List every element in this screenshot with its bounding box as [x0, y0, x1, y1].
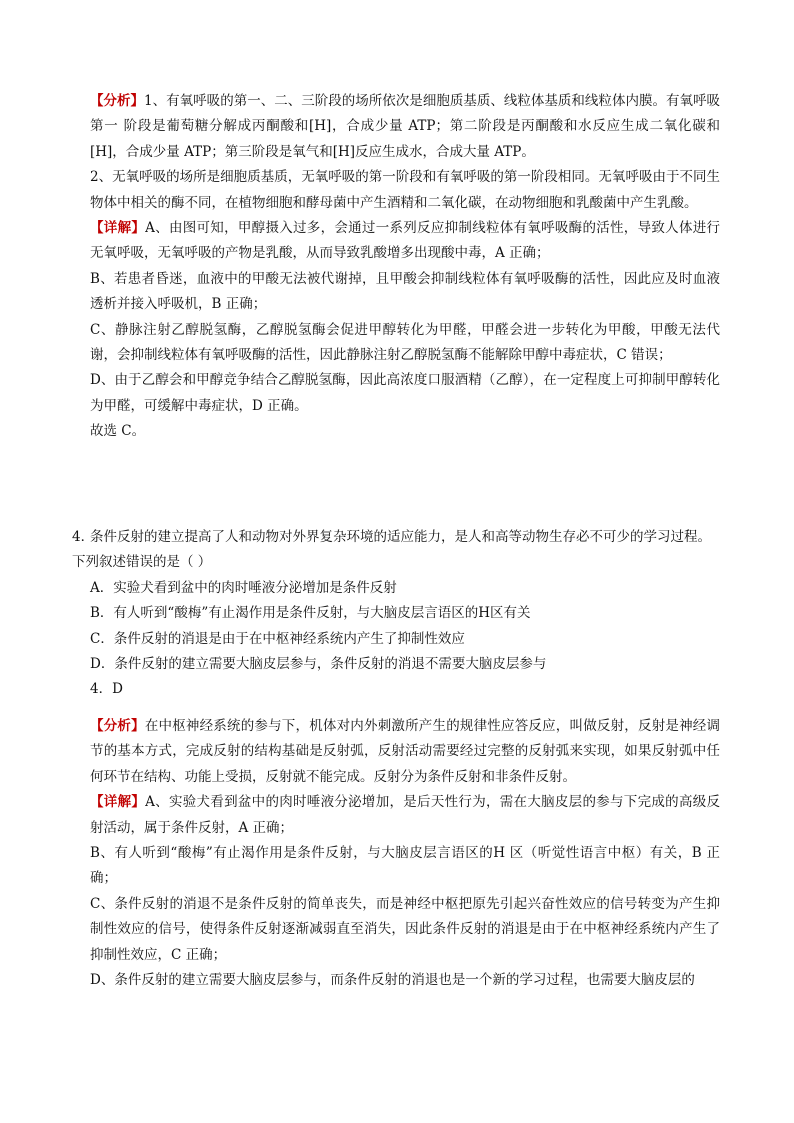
solution-detail-d: D、条件反射的建立需要大脑皮层参与，而条件反射的消退也是一个新的学习过程，也需要大脑皮层的 [90, 972, 695, 989]
solution-detail-a: 【详解】A、实验犬看到盆中的肉时唾液分泌增加，是后天性行为，需在大脑皮层的参与下完成的高级反射活动，属于条件反射，A 正确； [90, 794, 721, 836]
previous-solution [90, 89, 720, 445]
answer-line: 4．D [90, 681, 123, 698]
prev-detail-c: C、静脉注射乙醇脱氢酶，乙醇脱氢酶会促进甲醇转化为甲醛，甲醛会进一步转化为甲酸，甲酸无法代谢，会抑制线粒体有氧呼吸酶的活性，因此静脉注射乙醇脱氢酶不能解除甲醇中毒症状，C 错误； [90, 321, 720, 364]
prev-detail-d: D、由于乙醇会和甲醇竞争结合乙醇脱氢酶，因此高浓度口服酒精（乙醇），在一定程度上可抑制甲醇转化为甲醛，可缓解中毒症状，D 正确。 [90, 372, 720, 414]
analysis-tag: 【分析】 [90, 718, 145, 734]
question-4 [72, 525, 722, 703]
solution-detail-b: B、有人听到“酸梅”有止渴作用是条件反射，与大脑皮层言语区的H 区（听觉性语言中枢）有关，B 正确； [90, 845, 720, 887]
option-c: C．条件反射的消退是由于在中枢神经系统内产生了抑制性效应 [90, 630, 465, 647]
prev-conclusion: 故选 C。 [90, 423, 146, 440]
solution-4 [90, 714, 720, 993]
option-d: D．条件反射的建立需要大脑皮层参与，条件反射的消退不需要大脑皮层参与 [90, 656, 547, 673]
prev-analysis-2: 2、无氧呼吸的场所是细胞质基质，无氧呼吸的第一阶段和有氧呼吸的第一阶段相同。无氧呼吸由于不同生物体中相关的酶不同，在植物细胞和酵母菌中产生酒精和二氧化碳，在动物细胞和乳酸菌中产生乳酸。 [90, 169, 720, 211]
prev-detail-b: B、若患者昏迷，血液中的甲酸无法被代谢掉，且甲酸会抑制线粒体有氧呼吸酶的活性，因此应及时血液透析并接入呼吸机，B 正确； [90, 270, 720, 313]
detail-tag: 【详解】 [90, 220, 146, 237]
solution-analysis: 【分析】在中枢神经系统的参与下，机体对内外刺激所产生的规律性应答反应，叫做反射，反射是神经调节的基本方式，完成反射的结构基础是反射弧，反射活动需要经过完整的反射弧来实现，如果反射弧中任何环节在结构、功能上受损，反射就不能完成。反射分为条件反射和非条件反射。 [90, 718, 721, 785]
detail-tag: 【详解】 [90, 794, 146, 811]
option-b: B．有人听到“酸梅”有止渴作用是条件反射，与大脑皮层言语区的H区有关 [90, 605, 531, 622]
solution-detail-c: C、条件反射的消退不是条件反射的简单丧失，而是神经中枢把原先引起兴奋性效应的信号转变为产生抑制性效应的信号，使得条件反射逐渐减弱直至消失，因此条件反射的消退是由于在中枢神经系统内产生了抑制性效应，C 正确； [90, 895, 720, 963]
question-number: 4． [72, 529, 95, 545]
prev-detail-a: 【详解】A、由图可知，甲醇摄入过多，会通过一系列反应抑制线粒体有氧呼吸酶的活性，导致人体进行无氧呼吸，无氧呼吸的产物是乳酸，从而导致乳酸增多出现酸中毒，A 正确； [90, 220, 721, 262]
option-a: A．实验犬看到盆中的肉时唾液分泌增加是条件反射 [90, 579, 397, 596]
analysis-tag: 【分析】 [90, 93, 145, 109]
question-stem: 4．条件反射的建立提高了人和动物对外界复杂环境的适应能力，是人和高等动物生存必不可少的学习过程。下列叙述错误的是（ ） [72, 525, 722, 576]
prev-analysis-1: 【分析】1、有氧呼吸的第一、二、三阶段的场所依次是细胞质基质、线粒体基质和线粒体内膜。有氧呼吸第一 阶段是葡萄糖分解成丙酮酸和[H]，合成少量 ATP；第二阶段是丙酮酸和水反应生成二氧化碳和[H]，合成少量 ATP；第三阶段是氧气和[H]反应生成水，合成大量 ATP。 [90, 93, 721, 160]
